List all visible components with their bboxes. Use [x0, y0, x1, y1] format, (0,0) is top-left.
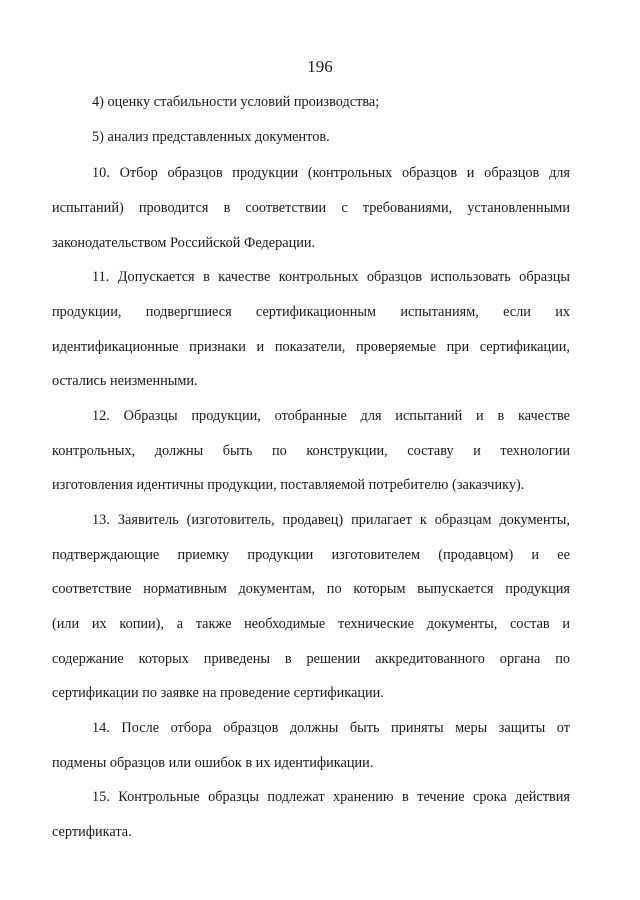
paragraph-14-line-2: подмены образцов или ошибок в их идентификации. — [52, 755, 374, 771]
list-item-4: 4) оценку стабильности условий производства; — [92, 94, 380, 110]
paragraph-14-line-1: 14. После отбора образцов должны быть приняты меры защиты от — [92, 720, 570, 736]
paragraph-13-line-6: сертификации по заявке на проведение сертификации. — [52, 685, 384, 701]
paragraph-11-line-3: идентификационные признаки и показатели, проверяемые при сертификации, — [52, 339, 570, 355]
paragraph-10-line-2: испытаний) проводится в соответствии с требованиями, установленными — [52, 200, 570, 216]
paragraph-11-line-2: продукции, подвергшиеся сертификационным испытаниям, если их — [52, 304, 570, 320]
page-number: 196 — [307, 57, 333, 76]
paragraph-11-line-1: 11. Допускается в качестве контрольных образцов использовать образцы — [92, 269, 570, 285]
list-item-5: 5) анализ представленных документов. — [92, 129, 330, 145]
paragraph-11-line-4: остались неизменными. — [52, 373, 198, 389]
paragraph-13-line-5: содержание которых приведены в решении аккредитованного органа по — [52, 651, 570, 667]
paragraph-15-line-2: сертификата. — [52, 824, 132, 840]
paragraph-12-line-1: 12. Образцы продукции, отобранные для испытаний и в качестве — [92, 408, 570, 424]
paragraph-13-line-4: (или их копии), а также необходимые технические документы, состав и — [52, 616, 570, 632]
paragraph-10-line-1: 10. Отбор образцов продукции (контрольных образцов и образцов для — [92, 165, 570, 181]
paragraph-13-line-2: подтверждающие приемку продукции изготовителем (продавцом) и ее — [52, 547, 570, 563]
paragraph-10-line-3: законодательством Российской Федерации. — [52, 235, 316, 251]
paragraph-12-line-2: контрольных, должны быть по конструкции, составу и технологии — [52, 443, 570, 459]
paragraph-13-line-1: 13. Заявитель (изготовитель, продавец) прилагает к образцам документы, — [92, 512, 570, 528]
paragraph-15-line-1: 15. Контрольные образцы подлежат хранению в течение срока действия — [92, 789, 570, 805]
paragraph-13-line-3: соответствие нормативным документам, по которым выпускается продукция — [52, 581, 570, 597]
paragraph-12-line-3: изготовления идентичны продукции, поставляемой потребителю (заказчику). — [52, 477, 525, 493]
